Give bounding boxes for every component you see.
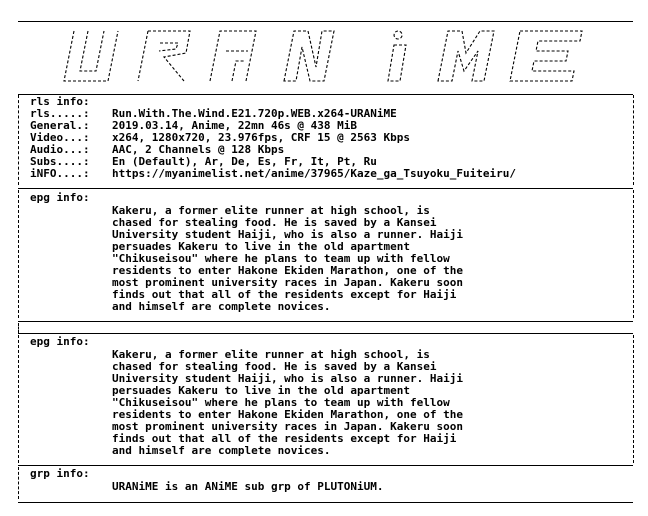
- top-rule: [18, 21, 633, 22]
- rls-value-audio: AAC, 2 Channels @ 128 Kbps: [112, 143, 285, 156]
- rls-label-video: Video...:: [30, 131, 90, 144]
- epg1-header: epg info:: [30, 191, 90, 204]
- bottom-rule: [18, 502, 633, 503]
- rls-right-border: [633, 95, 634, 185]
- rls-label-general: General.:: [30, 119, 90, 132]
- rls-label-rls: rls.....:: [30, 107, 90, 120]
- rls-value-rls: Run.With.The.Wind.E21.720p.WEB.x264-URANiME: [112, 107, 397, 120]
- rls-label-info: iNFO....:: [30, 167, 90, 180]
- rls-top-rule: [18, 94, 633, 95]
- rls-value-video: x264, 1280x720, 23.976fps, CRF 15 @ 2563 Kbps: [112, 131, 411, 144]
- rls-value-general: 2019.03.14, Anime, 22mn 46s @ 438 MiB: [112, 119, 358, 132]
- epg1-line: persuades Kakeru to live in the old apartment: [112, 240, 411, 253]
- epg1-line: most prominent university races in Japan. Kakeru soon: [112, 276, 463, 289]
- rls-value-subs: En (Default), Ar, De, Es, Fr, It, Pt, Ru: [112, 155, 377, 168]
- grp-left-border: [18, 467, 19, 499]
- rls-left-border: [18, 95, 19, 185]
- grp-header: grp info:: [30, 467, 90, 480]
- rls-header: rls info:: [30, 95, 90, 108]
- epg1-left-border: [18, 190, 19, 318]
- epg2-line: residents to enter Hakone Ekiden Marathon, one of the: [112, 408, 463, 421]
- epg2-right-border: [633, 335, 634, 463]
- epg2-top-rule: [18, 333, 633, 334]
- epg1-bottom-rule: [18, 321, 633, 322]
- epg2-line: persuades Kakeru to live in the old apartment: [112, 384, 411, 397]
- grp-top-rule: [18, 465, 633, 466]
- epg2-line: and himself are complete novices.: [112, 444, 331, 457]
- epg1-line: chased for stealing food. He is saved by a Kansei: [112, 216, 437, 229]
- epg2-line: finds out that all of the residents except for Haiji: [112, 432, 457, 445]
- epg2-line: Kakeru, a former elite runner at high school, is: [112, 348, 430, 361]
- spacer-left-border: [18, 323, 19, 333]
- rls-value-info[interactable]: https://myanimelist.net/anime/37965/Kaze_ga_Tsuyoku_Fuiteiru/: [112, 167, 516, 180]
- epg1-line: University student Haiji, who is also a runner. Haiji: [112, 228, 463, 241]
- epg2-line: chased for stealing food. He is saved by a Kansei: [112, 360, 437, 373]
- uranime-logo: [60, 27, 590, 85]
- epg1-line: and himself are complete novices.: [112, 300, 331, 313]
- epg2-header: epg info:: [30, 335, 90, 348]
- epg1-line: "Chikuseisou" where he plans to team up with fellow: [112, 252, 450, 265]
- epg1-line: residents to enter Hakone Ekiden Marathon, one of the: [112, 264, 463, 277]
- epg1-line: Kakeru, a former elite runner at high school, is: [112, 204, 430, 217]
- rls-label-subs: Subs....:: [30, 155, 90, 168]
- epg2-left-border: [18, 335, 19, 463]
- epg2-line: "Chikuseisou" where he plans to team up with fellow: [112, 396, 450, 409]
- rls-label-audio: Audio...:: [30, 143, 90, 156]
- epg2-line: most prominent university races in Japan. Kakeru soon: [112, 420, 463, 433]
- epg1-top-rule: [18, 188, 633, 189]
- grp-text: URANiME is an ANiME sub grp of PLUTONiUM.: [112, 480, 384, 493]
- epg1-right-border: [633, 190, 634, 318]
- epg1-line: finds out that all of the residents except for Haiji: [112, 288, 457, 301]
- epg2-line: University student Haiji, who is also a runner. Haiji: [112, 372, 463, 385]
